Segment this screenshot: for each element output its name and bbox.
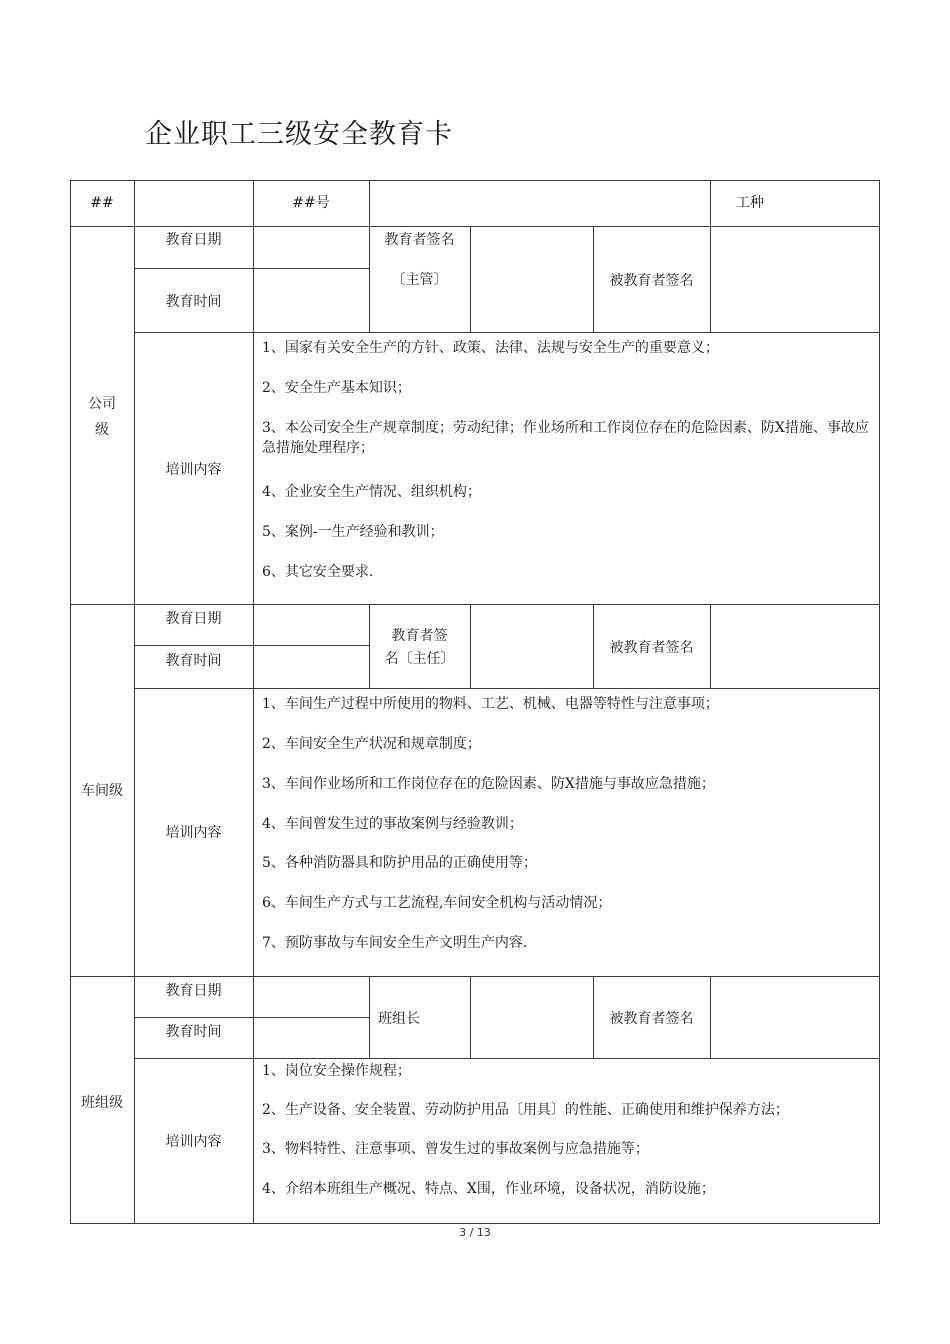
table-border-bottom — [70, 1223, 880, 1224]
team-leader-label: 班组长 — [378, 1011, 420, 1027]
table-rule — [134, 645, 370, 646]
table-rule — [369, 180, 370, 226]
table-rule — [134, 688, 880, 689]
company-educator-sign-label: 教育者签名 — [384, 232, 455, 248]
table-rule — [70, 226, 880, 227]
list-item: 1、国家有关安全生产的方针、政策、法律、法规与安全生产的重要意义； — [262, 340, 719, 356]
workshop-educator-sign-label-2: 名〔主任〕 — [384, 651, 455, 667]
list-item: 2、安全生产基本知识； — [262, 380, 411, 396]
list-item: 7、预防事故与车间安全生产文明生产内容. — [262, 935, 528, 951]
table-border-top — [70, 180, 880, 181]
workshop-educator-sign-label: 教育者签 — [391, 628, 448, 644]
table-rule — [470, 226, 471, 332]
company-trainee-sign-label: 被教育者签名 — [609, 273, 694, 289]
team-edu-date-label: 教育日期 — [165, 983, 222, 999]
list-item: 4、车间曾发生过的事故案例与经验教训； — [262, 816, 523, 832]
table-rule — [369, 976, 370, 1058]
workshop-trainee-sign-label: 被教育者签名 — [609, 640, 694, 656]
table-rule — [470, 604, 471, 688]
table-rule — [470, 976, 471, 1058]
table-rule — [134, 332, 880, 333]
document-title: 企业职工三级安全教育卡 — [145, 119, 453, 150]
company-level-label: 公司 — [88, 396, 116, 412]
company-edu-time-label: 教育时间 — [165, 294, 222, 310]
list-item: 3、物料特性、注意事项、曾发生过的事故案例与应急措施等； — [262, 1141, 649, 1157]
workshop-edu-date-label: 教育日期 — [165, 611, 222, 627]
table-rule — [369, 604, 370, 688]
team-training-content-label: 培训内容 — [165, 1134, 222, 1150]
workshop-level-label: 车间级 — [81, 783, 123, 799]
number-label: ##号 — [292, 195, 330, 211]
team-edu-time-label: 教育时间 — [165, 1024, 222, 1040]
workshop-edu-time-label: 教育时间 — [165, 653, 222, 669]
table-border-left — [70, 180, 71, 1224]
team-trainee-sign-label: 被教育者签名 — [609, 1011, 694, 1027]
table-rule — [134, 268, 370, 269]
list-item: 6、车间生产方式与工艺流程,车间安全机构与活动情况； — [262, 895, 612, 911]
workshop-training-content-label: 培训内容 — [165, 825, 222, 841]
list-item: 1、车间生产过程中所使用的物料、工艺、机械、电器等特性与注意事项； — [262, 696, 719, 712]
table-rule — [70, 976, 880, 977]
list-item: 2、生产设备、安全装置、劳动防护用品〔用具〕的性能、正确使用和维护保养方法； — [262, 1102, 789, 1118]
job-type-label: 工种 — [736, 195, 764, 211]
company-level-label-2: 级 — [95, 422, 109, 438]
list-item: 5、各种消防器具和防护用品的正确使用等； — [262, 855, 537, 871]
list-item: 4、介绍本班组生产概况、特点、X围，作业环境，设备状况，消防设施； — [262, 1181, 715, 1197]
table-rule — [134, 1017, 370, 1018]
table-rule — [134, 1058, 880, 1059]
company-educator-sign-label-2: 〔主管〕 — [391, 272, 448, 288]
list-item: 4、企业安全生产情况、组织机构； — [262, 484, 481, 500]
table-rule — [253, 180, 254, 1224]
company-edu-date-label: 教育日期 — [165, 232, 222, 248]
list-item: 1、岗位安全操作规程； — [262, 1063, 411, 1079]
list-item: 5、案例-一生产经验和教训； — [262, 524, 444, 540]
table-border-right — [879, 180, 880, 1224]
list-item: 3、车间作业场所和工作岗位存在的危险因素、防X措施与事故应急措施； — [262, 776, 715, 792]
team-level-label: 班组级 — [81, 1095, 123, 1111]
list-item: 2、车间安全生产状况和规章制度； — [262, 736, 481, 752]
name-label: ## — [90, 195, 114, 211]
list-item: 6、其它安全要求. — [262, 564, 374, 580]
list-item: 3、本公司安全生产规章制度；劳动纪律；作业场所和工作岗位存在的危险因素、防X措施、事故应急措施处理程序； — [262, 420, 869, 456]
table-rule — [710, 976, 711, 1058]
page-number: 3 / 13 — [459, 1226, 491, 1239]
table-rule — [710, 604, 711, 688]
table-rule — [710, 226, 711, 332]
table-rule — [70, 604, 880, 605]
company-training-content-label: 培训内容 — [165, 462, 222, 478]
table-rule — [134, 180, 135, 1224]
